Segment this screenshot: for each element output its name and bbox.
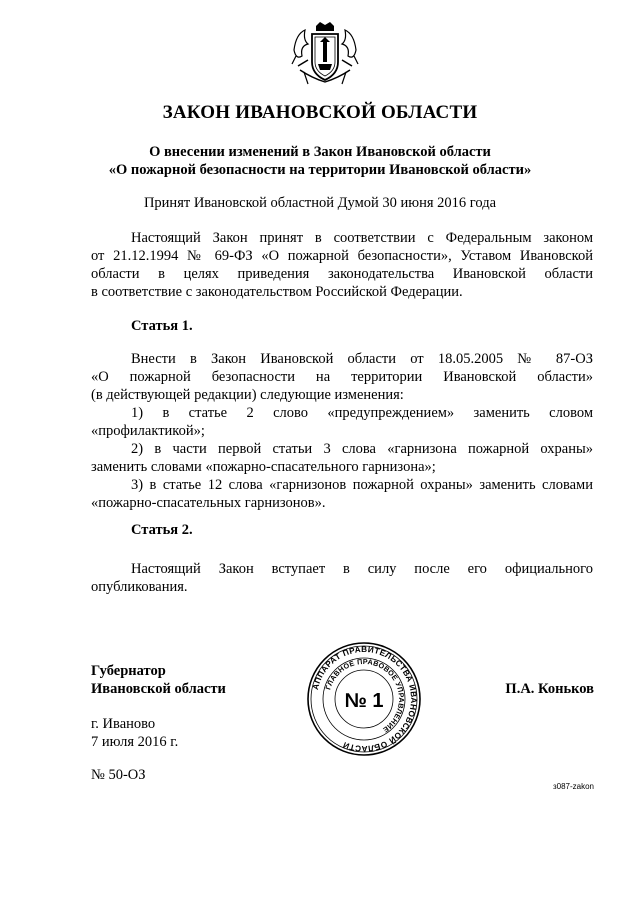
article-1-heading: Статья 1. bbox=[131, 318, 193, 334]
preamble-line: в соответствие с законодательством Российской Федерации. bbox=[91, 284, 463, 300]
article-line: (в действующей редакции) следующие изменения: bbox=[91, 387, 404, 403]
article-line: заменить словами «пожарно-спасательного гарнизона»; bbox=[91, 459, 436, 475]
article-2-heading: Статья 2. bbox=[131, 522, 193, 538]
article-line: 1) в статье 2 слово «предупреждением» заменить словом bbox=[131, 405, 593, 421]
preamble-line: от 21.12.1994 № 69-ФЗ «О пожарной безопасности», Уставом Ивановской bbox=[91, 248, 593, 264]
law-number: № 50-ОЗ bbox=[91, 767, 146, 783]
preamble-paragraph bbox=[91, 229, 593, 301]
article-line: опубликования. bbox=[91, 579, 188, 595]
seal-inner-text: ГЛАВНОЕ ПРАВОВОЕ УПРАВЛЕНИЕ bbox=[323, 656, 407, 735]
coat-of-arms-icon bbox=[290, 20, 360, 88]
signer-title bbox=[91, 662, 226, 698]
subtitle-line: «О пожарной безопасности на территории Ивановской области» bbox=[108, 162, 532, 178]
signer-title-line: Ивановской области bbox=[91, 681, 226, 697]
adoption-note: Принят Ивановской областной Думой 30 июня 2016 года bbox=[143, 195, 497, 211]
article-line: 3) в статье 12 слова «гарнизонов пожарной охраны» заменить словами bbox=[131, 477, 593, 493]
seal-center-number: № 1 bbox=[344, 690, 384, 712]
signing-place-date bbox=[91, 715, 178, 751]
preamble-line: Настоящий Закон принят в соответствии с Федеральным законом bbox=[131, 230, 593, 246]
article-2-body bbox=[91, 560, 593, 596]
article-1-body bbox=[91, 350, 593, 512]
article-line: Внести в Закон Ивановской области от 18.05.2005 № 87-ОЗ bbox=[131, 351, 593, 367]
article-line: «пожарно-спасательных гарнизонов». bbox=[91, 495, 326, 511]
document-subtitle bbox=[0, 143, 640, 179]
subtitle-line: О внесении изменений в Закон Ивановской области bbox=[149, 144, 491, 160]
article-line: 2) в части первой статьи 3 слова «гарнизона пожарной охраны» bbox=[131, 441, 593, 457]
article-line: «О пожарной безопасности на территории Ивановской области» bbox=[91, 369, 593, 385]
signer-title-line: Губернатор bbox=[91, 663, 166, 679]
signing-date: 7 июля 2016 г. bbox=[91, 734, 179, 750]
signer-name: П.А. Коньков bbox=[505, 681, 594, 697]
official-seal-icon bbox=[305, 640, 423, 758]
document-title: ЗАКОН ИВАНОВСКОЙ ОБЛАСТИ bbox=[162, 102, 478, 123]
article-line: Настоящий Закон вступает в силу после его официального bbox=[131, 561, 593, 577]
signing-place: г. Иваново bbox=[91, 716, 156, 732]
preamble-line: области в целях приведения законодательства Ивановской области bbox=[91, 266, 593, 282]
file-code: з087-zakon bbox=[552, 782, 594, 791]
seal-outer-text: АППАРАТ ПРАВИТЕЛЬСТВА ИВАНОВСКОЙ ОБЛАСТИ bbox=[310, 644, 419, 754]
article-line: «профилактикой»; bbox=[91, 423, 205, 439]
